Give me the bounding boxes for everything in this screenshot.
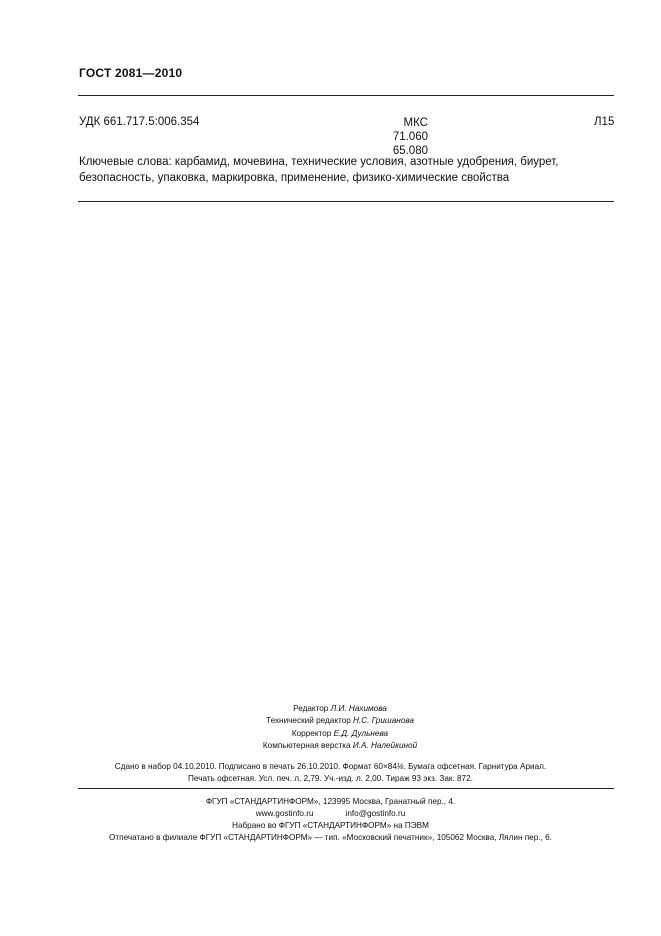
mks-line-2: 65.080 (392, 145, 428, 157)
credit-proofreader (240, 728, 440, 740)
mks-line-1: МКС 71.060 (392, 117, 428, 143)
keywords-divider (78, 201, 614, 202)
publisher-email-link[interactable]: info@gostinfo.ru (345, 809, 406, 818)
standard-number: ГОСТ 2081—2010 (79, 66, 183, 80)
publisher-address: ФГУП «СТАНДАРТИНФОРМ», 123995 Москва, Гранатный пер., 4. (205, 797, 456, 806)
top-divider (78, 95, 614, 96)
credit-role: Компьютерная верстка (262, 741, 351, 751)
credit-name: Е.Д. Дульнева (333, 728, 389, 738)
publisher-website-link[interactable]: www.gostinfo.ru (255, 809, 314, 818)
credit-name: Л.И. Нахимова (330, 704, 387, 713)
credit-editor (240, 703, 440, 715)
mks-code (366, 116, 428, 158)
typeset-info: Набрано во ФГУП «СТАНДАРТИНФОРМ» на ПЭВМ (232, 821, 429, 830)
credit-tech-editor (240, 715, 440, 727)
publisher-block (0, 796, 661, 844)
publisher-divider (78, 788, 614, 789)
print-info-line-2: Печать офсетная. Усл. печ. л. 2,79. Уч.-изд. л. 2,00. Тираж 93 экз. Зак. 872. (188, 774, 473, 783)
credit-layout (240, 740, 440, 752)
publisher-contacts (0, 808, 661, 820)
credit-name: Н.С. Гришанова (353, 716, 414, 726)
credit-role: Редактор (293, 704, 329, 713)
print-info-line-1 (0, 761, 661, 773)
credit-role: Корректор (291, 728, 332, 738)
print-dates-format: Сдано в набор 04.10.2010. Подписано в печать 26.10.2010. Формат 60×84 (114, 762, 397, 771)
print-paper-font: . Бумага офсетная. Гарнитура Ариал. (403, 762, 547, 771)
keywords-paragraph: Ключевые слова: карбамид, мочевина, технические условия, азотные удобрения, биурет, безопасность, упаковка, маркировка, применение, физико-химические свойства (79, 156, 559, 184)
udk-code: УДК 661.717.5:006.354 (79, 116, 200, 128)
credit-name: И.А. Налейкиной (352, 741, 418, 751)
credits-block (240, 703, 440, 753)
printed-info: Отпечатано в филиале ФГУП «СТАНДАРТИНФОРМ» — тип. «Московский печатник», 105062 Москва, Лялин пер., 6. (109, 833, 552, 842)
classification-code: Л15 (594, 116, 615, 128)
format-fraction: ⅛ (396, 762, 404, 771)
credit-role: Технический редактор (266, 716, 351, 726)
